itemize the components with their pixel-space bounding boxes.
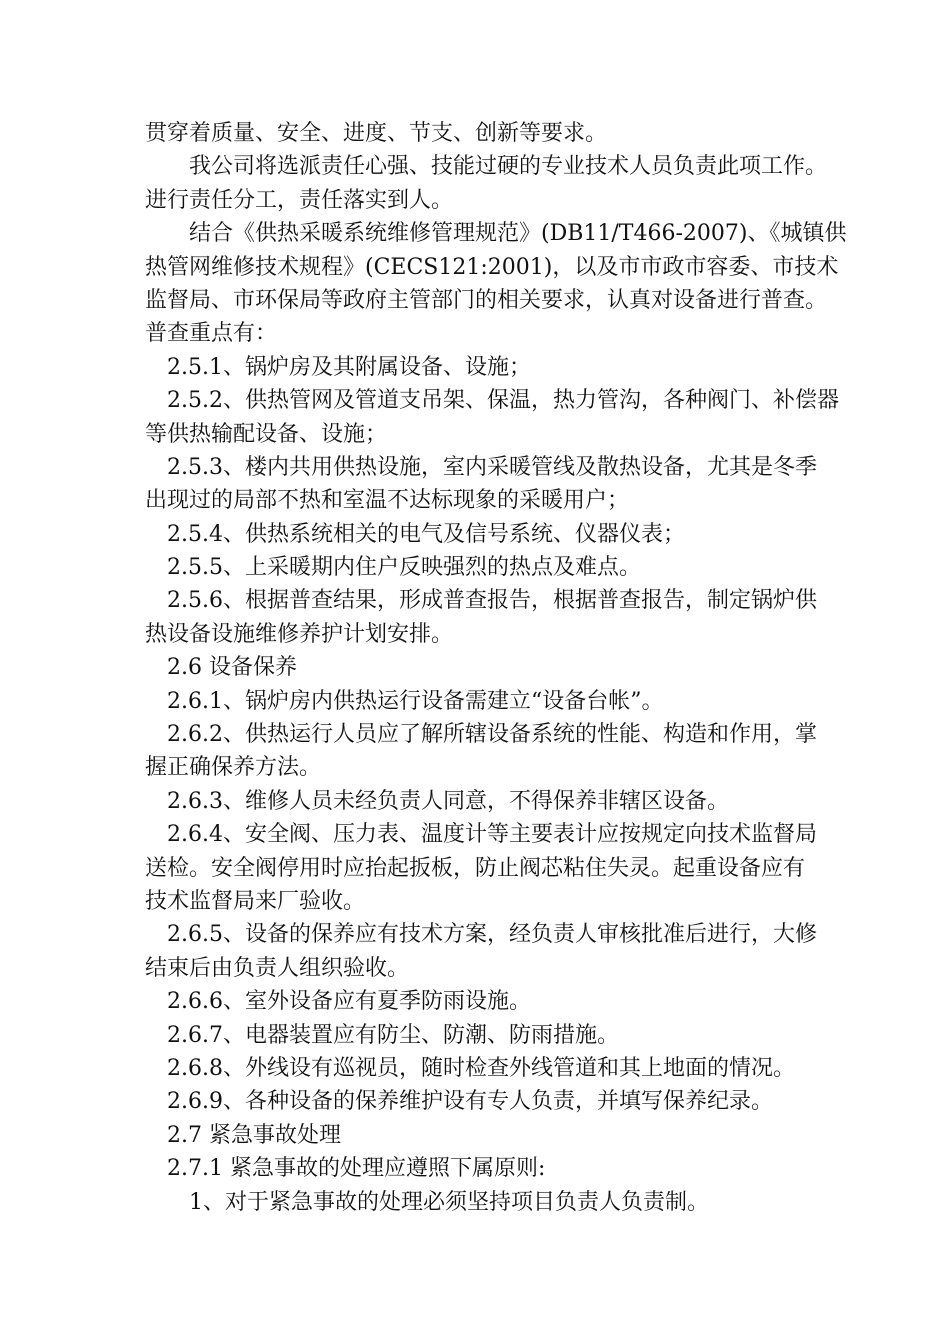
section-item-2-7-1: 2.7.1 紧急事故的处理应遵照下属原则: xyxy=(167,1156,546,1182)
body-line: 普查重点有： xyxy=(145,321,278,347)
list-item-1: 1、对于紧急事故的处理必须坚持项目负责人负责制。 xyxy=(189,1189,709,1215)
body-line: 结束后由负责人组织验收。 xyxy=(145,955,410,981)
section-item-2-6-6: 2.6.6、室外设备应有夏季防雨设施。 xyxy=(167,989,531,1015)
section-heading-2-6: 2.6 设备保养 xyxy=(167,655,297,681)
section-item-2-6-1: 2.6.1、锅炉房内供热运行设备需建立“设备台帐”。 xyxy=(167,688,664,714)
body-line: 贯穿着质量、安全、进度、节支、创新等要求。 xyxy=(145,121,608,146)
section-item-2-6-7: 2.6.7、电器装置应有防尘、防潮、防雨措施。 xyxy=(167,1022,619,1048)
body-line: 结合《供热采暖系统维修管理规范》(DB11/T466-2007)、《城镇供 xyxy=(189,221,847,247)
body-line: 等供热输配设备、设施； xyxy=(145,421,388,447)
section-item-2-5-1: 2.5.1、锅炉房及其附属设备、设施； xyxy=(167,354,531,380)
section-item-2-5-3: 2.5.3、楼内共用供热设施，室内采暖管线及散热设备，尤其是冬季 xyxy=(167,454,817,480)
body-line: 出现过的局部不热和室温不达标现象的采暖用户； xyxy=(145,488,630,514)
body-line: 我公司将选派责任心强、技能过硬的专业技术人员负责此项工作。 xyxy=(189,154,828,180)
section-item-2-5-5: 2.5.5、上采暖期内住户反映强烈的热点及难点。 xyxy=(167,555,641,581)
body-line: 热设备设施维修养护计划安排。 xyxy=(145,621,454,647)
section-item-2-6-5: 2.6.5、设备的保养应有技术方案，经负责人审核批准后进行，大修 xyxy=(167,922,817,948)
section-item-2-6-8: 2.6.8、外线设有巡视员，随时检查外线管道和其上地面的情况。 xyxy=(167,1055,795,1081)
document-body xyxy=(145,117,847,1219)
section-item-2-6-9: 2.6.9、各种设备的保养维护设有专人负责，并填写保养纪录。 xyxy=(167,1089,773,1115)
body-line: 送检。安全阀停用时应抬起扳板，防止阀芯粘住失灵。起重设备应有 xyxy=(145,855,806,881)
body-line: 进行责任分工，责任落实到人。 xyxy=(145,187,454,213)
body-line: 技术监督局来厂验收。 xyxy=(145,888,366,914)
body-line: 热管网维修技术规程》(CECS121:2001)，以及市市政市容委、市技术 xyxy=(145,254,839,280)
section-item-2-5-4: 2.5.4、供热系统相关的电气及信号系统、仪器仪表； xyxy=(167,521,685,547)
section-item-2-6-2: 2.6.2、供热运行人员应了解所辖设备系统的性能、构造和作用，掌 xyxy=(167,722,817,748)
section-heading-2-7: 2.7 紧急事故处理 xyxy=(167,1122,341,1148)
body-line: 监督局、市环保局等政府主管部门的相关要求，认真对设备进行普查。 xyxy=(145,287,828,313)
section-item-2-6-3: 2.6.3、维修人员未经负责人同意，不得保养非辖区设备。 xyxy=(167,788,729,814)
section-item-2-6-4: 2.6.4、安全阀、压力表、温度计等主要表计应按规定向技术监督局 xyxy=(167,822,817,848)
body-line: 握正确保养方法。 xyxy=(145,755,322,781)
section-item-2-5-6: 2.5.6、根据普查结果，形成普查报告，根据普查报告，制定锅炉供 xyxy=(167,588,817,614)
section-item-2-5-2: 2.5.2、供热管网及管道支吊架、保温，热力管沟，各种阀门、补偿器 xyxy=(167,388,839,414)
